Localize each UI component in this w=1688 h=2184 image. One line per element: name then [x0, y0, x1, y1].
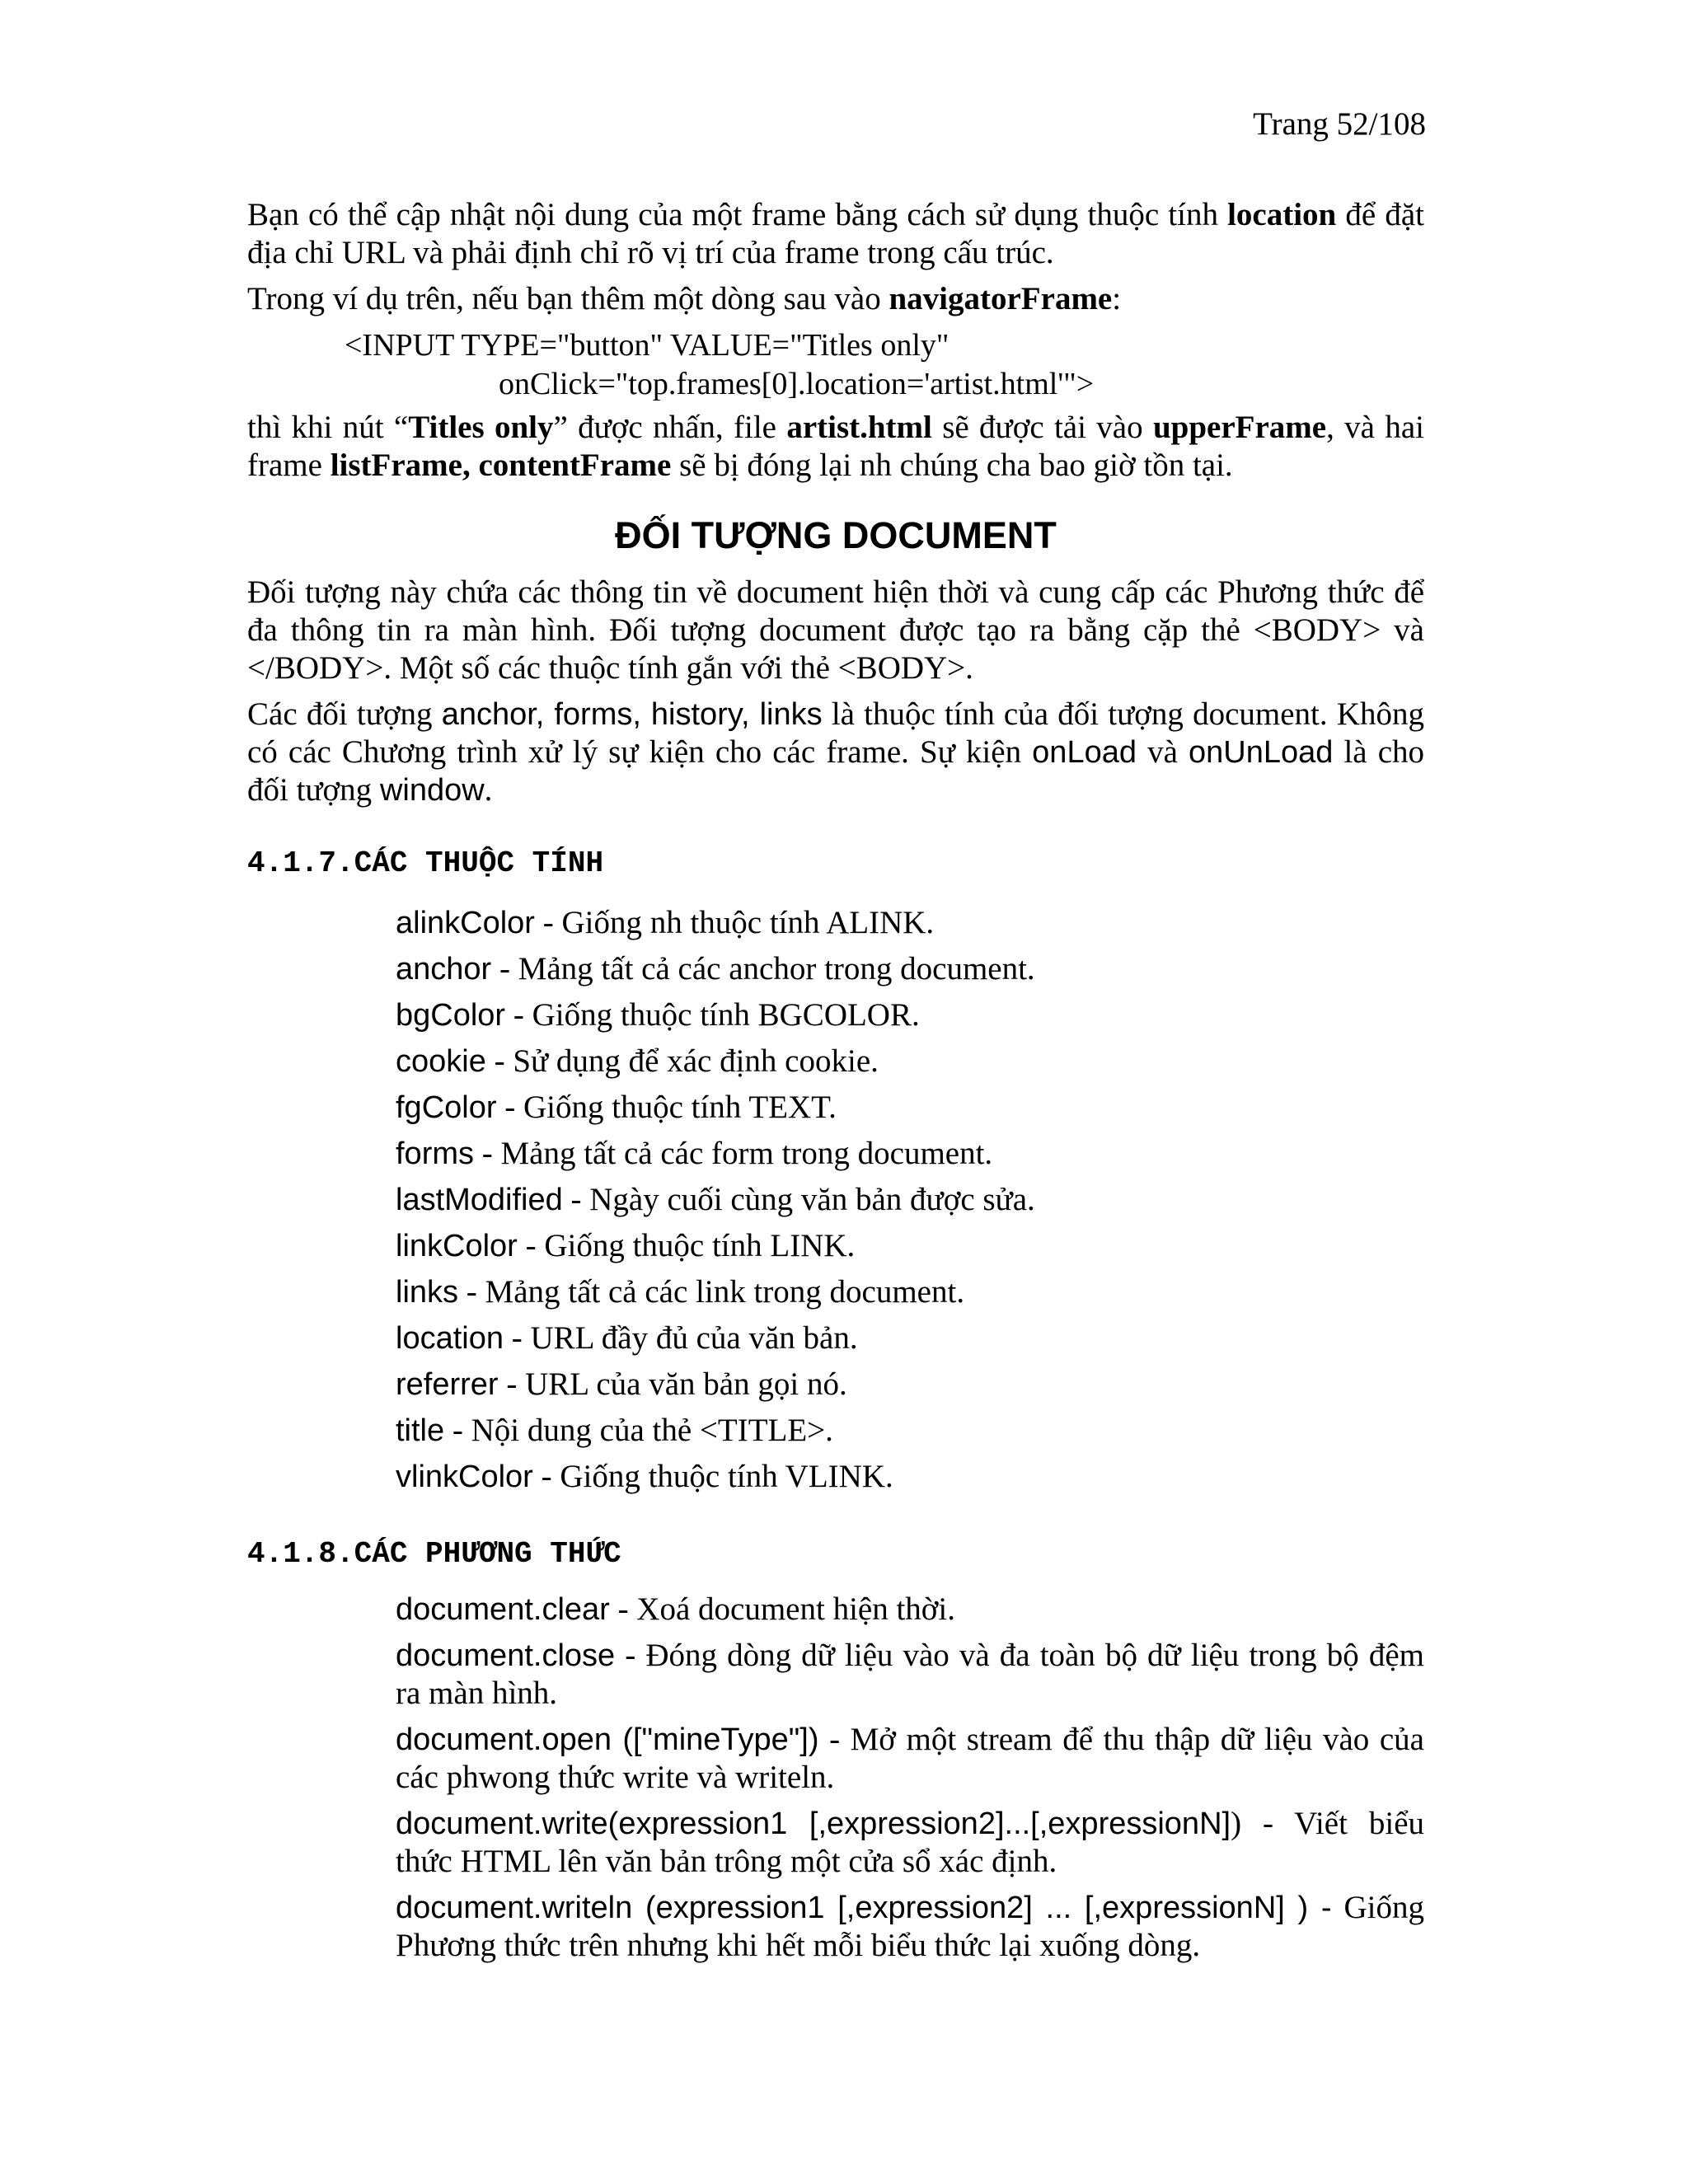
property-item	[396, 992, 1424, 1038]
method-item	[396, 1805, 1424, 1881]
text-run: Bạn có thể cập nhật nội dung của một frame bằng cách sử dụng thuộc tính	[247, 197, 1228, 232]
property-name: cookie	[396, 1044, 486, 1079]
method-description: Giống Phương thức trên nhưng khi hết mỗi biểu thức lại xuống dòng.	[396, 1890, 1424, 1963]
section-title: ĐỐI TƯỢNG DOCUMENT	[615, 514, 1057, 556]
bold-term: Titles only	[408, 410, 554, 445]
bold-term: navigatorFrame	[889, 281, 1113, 316]
code-line: <INPUT TYPE="button" VALUE="Titles only"	[345, 328, 950, 363]
text-run: Trong ví dụ trên, nếu bạn thêm một dòng sau vào	[247, 281, 889, 316]
text-run: sẽ được tải vào	[931, 410, 1153, 445]
bold-term: listFrame, contentFrame	[330, 448, 672, 483]
methods-heading: 4.1.8.CÁC PHƯƠNG THỨC	[247, 1537, 621, 1571]
property-name: alinkColor	[396, 906, 535, 940]
property-description: - Giống nh thuộc tính ALINK.	[534, 905, 935, 940]
property-description: - Giống thuộc tính BGCOLOR.	[505, 997, 920, 1033]
bold-term: location	[1227, 197, 1337, 232]
method-signature: document.open (["mineType"])	[396, 1722, 819, 1757]
property-name: title	[396, 1413, 445, 1448]
text-run: Đối tượng này chứa các thông tin về document hiện thời và cung cấp các Phương thức để đa thông tin ra màn hình. Đối tượng document được tạo ra bằng cặp thẻ <BODY> và </BODY>. Một số các thuộc tính gắn với thẻ <BODY>.	[247, 574, 1424, 686]
method-item	[396, 1591, 1424, 1629]
property-item	[396, 1361, 1424, 1408]
properties-list	[396, 900, 1424, 1500]
property-name: vlinkColor	[396, 1460, 533, 1494]
property-item	[396, 900, 1424, 946]
intro-paragraph-2	[247, 280, 1424, 318]
property-description: - Sử dụng để xác định cookie.	[485, 1043, 879, 1079]
method-signature: document.close	[396, 1638, 616, 1673]
section-paragraph-2	[247, 696, 1424, 809]
property-description: - URL của văn bản gọi nó.	[498, 1366, 847, 1402]
property-name: forms	[396, 1137, 474, 1171]
property-item	[396, 1454, 1424, 1500]
text-run: , và hai frame	[247, 410, 1424, 483]
bold-term: upperFrame	[1152, 410, 1327, 445]
text-run: sẽ bị đóng lại nh chúng cha bao giờ tồn tại.	[671, 448, 1233, 483]
intro-paragraph-3	[247, 409, 1424, 485]
property-description: - Ngày cuối cùng văn bản được sửa.	[562, 1182, 1035, 1217]
property-description: - Giống thuộc tính TEXT.	[496, 1090, 837, 1125]
code-term: onUnLoad	[1188, 735, 1334, 770]
text-run: là cho đối tượng	[247, 734, 1425, 808]
method-description: - Xoá document hiện thời.	[609, 1591, 956, 1627]
property-item	[396, 1408, 1424, 1454]
page-number: Trang 52/108	[1253, 106, 1426, 142]
code-term: anchor, forms, history, links	[441, 697, 823, 732]
property-description: - Giống thuộc tính VLINK.	[532, 1459, 893, 1494]
property-description: - Mảng tất cả các anchor trong document.	[491, 951, 1035, 987]
text-run: .	[484, 772, 493, 808]
property-description: - Mảng tất cả các form trong document.	[474, 1136, 993, 1171]
property-item	[396, 1177, 1424, 1223]
method-description: ) - Viết biểu thức HTML lên văn bản trông một cửa sổ xác định.	[396, 1806, 1424, 1879]
property-name: anchor	[396, 952, 492, 987]
property-name: links	[396, 1275, 459, 1310]
property-description: - Giống thuộc tính LINK.	[517, 1228, 856, 1263]
property-item	[396, 1131, 1424, 1177]
page-content	[247, 196, 1424, 1973]
properties-heading: 4.1.7.CÁC THUỘC TÍNH	[247, 846, 604, 880]
property-name: fgColor	[396, 1090, 497, 1125]
method-signature: document.writeln (expression1 [,expression2] ... [,expressionN] ) -	[396, 1891, 1332, 1925]
code-example	[247, 326, 1424, 404]
property-name: linkColor	[396, 1229, 518, 1263]
code-term: window	[379, 773, 485, 808]
method-item	[396, 1721, 1424, 1797]
property-description: - Mảng tất cả các link trong document.	[458, 1274, 965, 1310]
method-description: - Mở một stream để thu thập dữ liệu vào của các phwong thức write và writeln.	[396, 1722, 1424, 1795]
property-description: - URL đầy đủ của văn bản.	[503, 1320, 858, 1356]
section-paragraph-1	[247, 574, 1424, 687]
property-item	[396, 1038, 1424, 1085]
method-signature: document.write(expression1 [,expression2]...[,expressionN]	[396, 1807, 1231, 1841]
method-item	[396, 1889, 1424, 1965]
property-item	[396, 1315, 1424, 1361]
method-item	[396, 1637, 1424, 1713]
intro-paragraph-1	[247, 196, 1424, 272]
property-item	[396, 946, 1424, 992]
property-name: lastModified	[396, 1183, 563, 1217]
property-item	[396, 1085, 1424, 1131]
methods-list	[396, 1591, 1424, 1965]
code-line: onClick="top.frames[0].location='artist.html'">	[499, 367, 1095, 401]
bold-term: artist.html	[786, 410, 932, 445]
property-description: - Nội dung của thẻ <TITLE>.	[444, 1413, 833, 1448]
text-run: thì khi nút “	[247, 410, 409, 445]
text-run: :	[1112, 281, 1122, 316]
property-item	[396, 1223, 1424, 1269]
text-run: và	[1136, 734, 1189, 770]
property-name: location	[396, 1321, 504, 1356]
text-run: Các đối tượng	[247, 696, 442, 732]
property-name: referrer	[396, 1367, 499, 1402]
method-description: - Đóng dòng dữ liệu vào và đa toàn bộ dữ liệu trong bộ đệm ra màn hình.	[396, 1638, 1424, 1711]
method-signature: document.clear	[396, 1592, 610, 1627]
code-term: onLoad	[1032, 735, 1137, 770]
property-name: bgColor	[396, 998, 506, 1033]
text-run: để đặt địa chỉ URL và phải định chỉ rõ vị trí của frame trong cấu trúc.	[247, 197, 1424, 270]
text-run: ” được nhấn, file	[553, 410, 787, 445]
text-run: là thuộc tính của đối tượng document. Không có các Chương trình xử lý sự kiện cho các frame. Sự kiện	[247, 696, 1424, 770]
property-item	[396, 1269, 1424, 1315]
